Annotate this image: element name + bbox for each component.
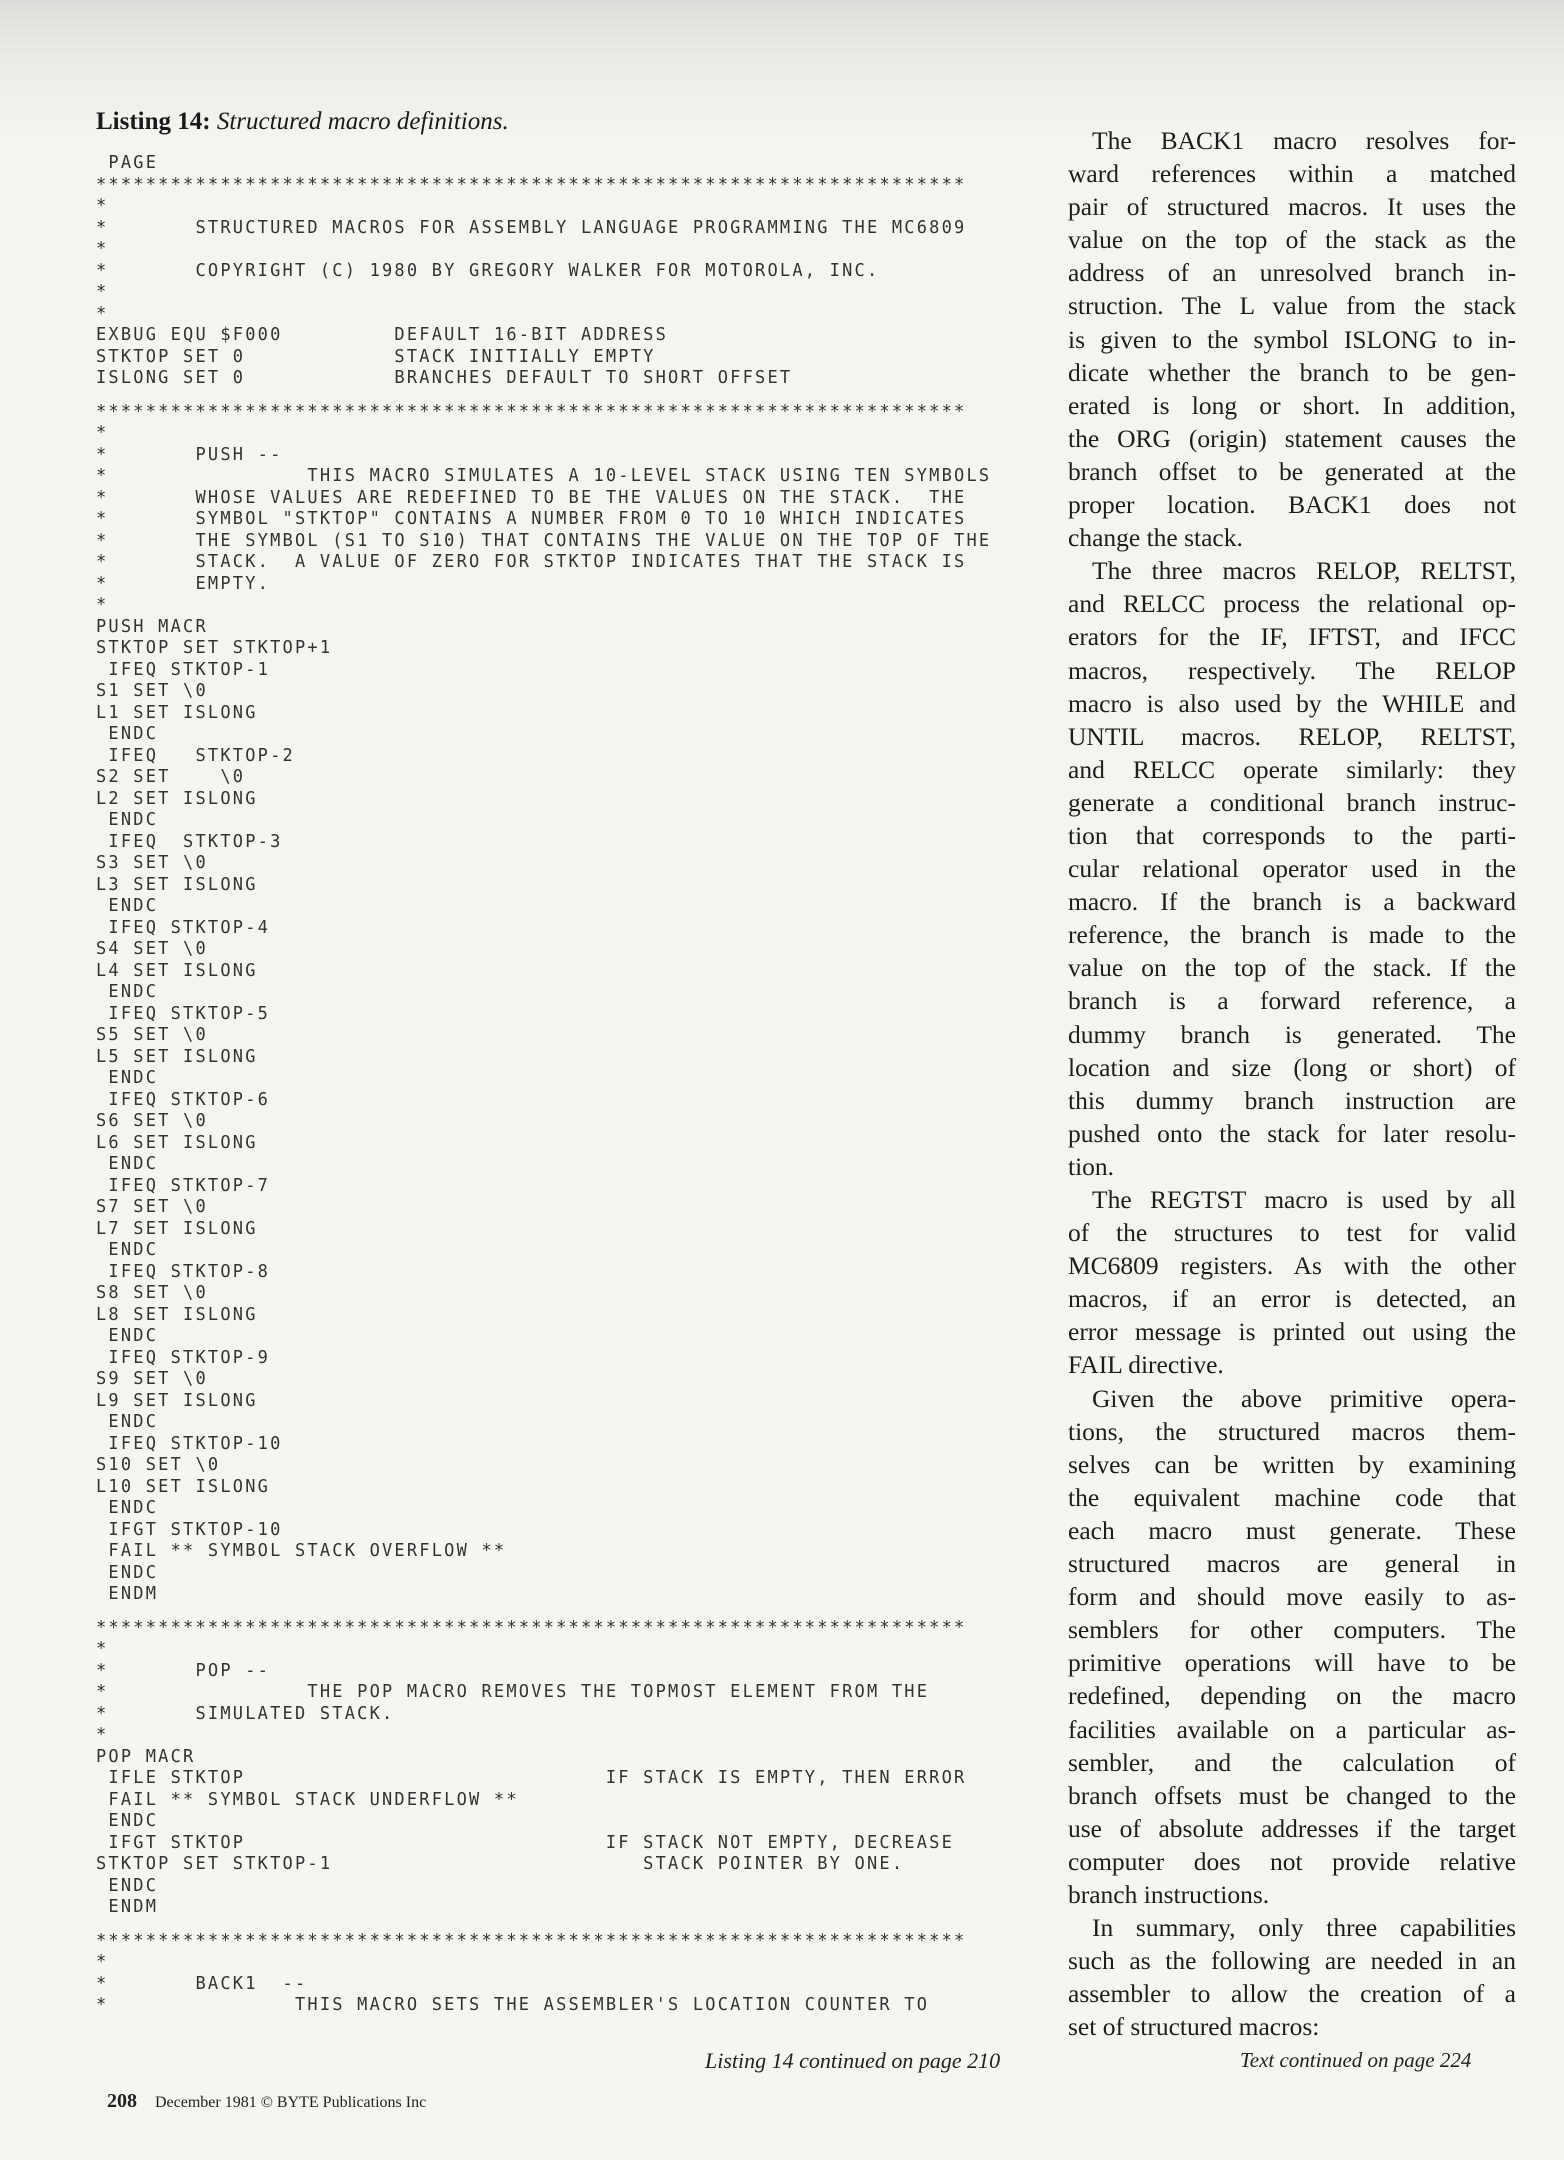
code-line: S4 SET \0 <box>96 938 208 960</box>
code-line: FAIL ** SYMBOL STACK UNDERFLOW ** <box>96 1788 519 1810</box>
article-line: structured macros are general in <box>1068 1549 1516 1579</box>
article-line: The three macros RELOP, RELTST, <box>1092 556 1516 586</box>
article-line: is given to the symbol ISLONG to in- <box>1068 324 1516 354</box>
code-line: S3 SET \0 <box>96 852 208 874</box>
code-line: IFEQ STKTOP-6 <box>96 1088 271 1110</box>
code-line: ENDM <box>96 1583 159 1605</box>
code-line: IFGT STKTOP-10 <box>96 1518 283 1540</box>
article-line: proper location. BACK1 does not <box>1068 490 1516 520</box>
code-line: * STRUCTURED MACROS FOR ASSEMBLY LANGUAGE PROGRAMMING THE MC6809 <box>96 216 967 238</box>
code-line: PUSH MACR <box>96 615 208 637</box>
page-footer <box>107 2090 426 2113</box>
code-line: IFEQ STKTOP-4 <box>96 916 271 938</box>
article-line: semblers for other computers. The <box>1068 1615 1516 1645</box>
article-line: set of structured macros: <box>1068 2012 1320 2042</box>
code-line: IFLE STKTOP IF STACK IS EMPTY, THEN ERROR <box>96 1767 967 1789</box>
code-line: * COPYRIGHT (C) 1980 BY GREGORY WALKER FOR MOTOROLA, INC. <box>96 259 880 281</box>
code-line: S8 SET \0 <box>96 1282 208 1304</box>
code-line: ENDC <box>96 1497 159 1519</box>
listing-continued-note: Listing 14 continued on page 210 <box>705 2048 1001 2073</box>
code-line: * SYMBOL "STKTOP" CONTAINS A NUMBER FROM 0 TO 10 WHICH INDICATES <box>96 508 967 530</box>
code-line: S10 SET \0 <box>96 1454 221 1476</box>
article-line: The BACK1 macro resolves for- <box>1092 126 1516 155</box>
article-line: UNTIL macros. RELOP, RELTST, <box>1068 721 1516 751</box>
article-line: and RELCC process the relational op- <box>1068 589 1516 619</box>
code-line: * <box>96 422 109 444</box>
article-line: ward references within a matched <box>1068 159 1516 189</box>
article-line: the ORG (origin) statement causes the <box>1068 423 1516 453</box>
code-line: L4 SET ISLONG <box>96 959 258 981</box>
code-line: STKTOP SET STKTOP-1 STACK POINTER BY ONE. <box>96 1853 905 1875</box>
article-line: cular relational operator used in the <box>1068 854 1516 884</box>
code-line: L6 SET ISLONG <box>96 1131 258 1153</box>
page-number: 208 <box>107 2090 137 2112</box>
article-line: selves can be written by examining <box>1068 1449 1516 1479</box>
code-line: * <box>96 1638 109 1660</box>
article-line: and RELCC operate similarly: they <box>1068 754 1516 784</box>
code-line: S5 SET \0 <box>96 1024 208 1046</box>
article-line: tions, the structured macros them- <box>1068 1416 1516 1446</box>
article-line: dicate whether the branch to be gen- <box>1068 357 1516 387</box>
code-line: L5 SET ISLONG <box>96 1045 258 1067</box>
article-line: change the stack. <box>1068 523 1243 553</box>
article-line: use of absolute addresses if the target <box>1068 1813 1516 1843</box>
code-line: ENDC <box>96 1561 159 1583</box>
article-line: macro. If the branch is a backward <box>1068 887 1516 917</box>
code-line: * SIMULATED STACK. <box>96 1702 395 1724</box>
article-line: form and should move easily to as- <box>1068 1582 1516 1612</box>
article-line: primitive operations will have to be <box>1068 1648 1516 1678</box>
article-paragraph <box>1068 1183 1516 1382</box>
code-line: * <box>96 1724 109 1746</box>
article-line: macros, if an error is detected, an <box>1068 1284 1516 1314</box>
code-line: * <box>96 281 109 303</box>
code-line: * <box>96 238 109 260</box>
code-line: * THE POP MACRO REMOVES THE TOPMOST ELEMENT FROM THE <box>96 1681 930 1703</box>
article-column <box>1068 124 1516 2043</box>
code-line: L10 SET ISLONG <box>96 1475 271 1497</box>
code-spacer <box>96 1605 991 1618</box>
code-line: L3 SET ISLONG <box>96 873 258 895</box>
code-spacer <box>96 1918 991 1931</box>
code-line: ENDC <box>96 809 159 831</box>
code-line: STKTOP SET 0 STACK INITIALLY EMPTY <box>96 345 656 367</box>
code-line: STKTOP SET STKTOP+1 <box>96 637 333 659</box>
code-line: EXBUG EQU $F000 DEFAULT 16-BIT ADDRESS <box>96 324 669 346</box>
listing-label: Listing 14: <box>96 108 211 135</box>
article-line: redefined, depending on the macro <box>1068 1681 1516 1711</box>
code-line: * EMPTY. <box>96 572 271 594</box>
article-line: branch offset to be generated at the <box>1068 456 1516 486</box>
code-line: ENDC <box>96 723 159 745</box>
code-line: IFEQ STKTOP-1 <box>96 658 271 680</box>
article-line: MC6809 registers. As with the other <box>1068 1251 1516 1281</box>
code-line: * <box>96 195 109 217</box>
code-line: L8 SET ISLONG <box>96 1303 258 1325</box>
code-line: L9 SET ISLONG <box>96 1389 258 1411</box>
code-line: ENDM <box>96 1896 159 1918</box>
publication-credit: December 1981 © BYTE Publications Inc <box>155 2094 427 2111</box>
code-line: ********************************************************************** <box>96 400 967 422</box>
article-line: assembler to allow the creation of a <box>1068 1979 1516 2009</box>
article-line: branch instructions. <box>1068 1879 1270 1909</box>
article-line: erated is long or short. In addition, <box>1068 390 1516 420</box>
article-line: value on the top of the stack as the <box>1068 225 1516 255</box>
code-line: * PUSH -- <box>96 443 283 465</box>
code-line: S7 SET \0 <box>96 1196 208 1218</box>
code-line: IFEQ STKTOP-10 <box>96 1432 283 1454</box>
code-line: ENDC <box>96 895 159 917</box>
code-line: S6 SET \0 <box>96 1110 208 1132</box>
article-line: facilities available on a particular as- <box>1068 1714 1516 1744</box>
code-line: IFEQ STKTOP-3 <box>96 830 283 852</box>
code-line: IFGT STKTOP IF STACK NOT EMPTY, DECREASE <box>96 1831 955 1853</box>
article-line: struction. The L value from the stack <box>1068 291 1516 321</box>
code-line: ********************************************************************** <box>96 1616 967 1638</box>
article-paragraph <box>1068 554 1516 1183</box>
article-line: tion. <box>1068 1151 1115 1181</box>
code-listing <box>96 153 991 2017</box>
code-line: * POP -- <box>96 1659 271 1681</box>
article-line: Given the above primitive opera- <box>1092 1383 1516 1413</box>
article-line: FAIL directive. <box>1068 1350 1224 1380</box>
code-line: S2 SET \0 <box>96 766 246 788</box>
article-line: of the structures to test for valid <box>1068 1218 1516 1248</box>
code-line: PAGE <box>96 152 159 174</box>
code-line: * THE SYMBOL (S1 TO S10) THAT CONTAINS THE VALUE ON THE TOP OF THE <box>96 529 992 551</box>
code-line: * BACK1 -- <box>96 1972 308 1994</box>
article-paragraph <box>1068 124 1516 554</box>
article-line: The REGTST macro is used by all <box>1092 1185 1516 1214</box>
article-line: branch offsets must be changed to the <box>1068 1780 1516 1810</box>
code-line: ENDC <box>96 981 159 1003</box>
article-line: the equivalent machine code that <box>1068 1482 1516 1512</box>
code-line: S9 SET \0 <box>96 1368 208 1390</box>
code-line: IFEQ STKTOP-5 <box>96 1002 271 1024</box>
code-line: * WHOSE VALUES ARE REDEFINED TO BE THE VALUES ON THE STACK. THE <box>96 486 967 508</box>
article-line: sembler, and the calculation of <box>1068 1747 1516 1777</box>
code-line: * STACK. A VALUE OF ZERO FOR STKTOP INDICATES THAT THE STACK IS <box>96 551 967 573</box>
code-line: IFEQ STKTOP-8 <box>96 1260 271 1282</box>
article-line: macro is also used by the WHILE and <box>1068 688 1516 718</box>
article-line: tion that corresponds to the parti- <box>1068 820 1516 850</box>
code-line: L2 SET ISLONG <box>96 787 258 809</box>
article-line: In summary, only three capabilities <box>1092 1913 1516 1943</box>
article-line: value on the top of the stack. If the <box>1068 953 1516 983</box>
code-spacer <box>96 389 991 402</box>
code-line: * <box>96 594 109 616</box>
code-line: * <box>96 1951 109 1973</box>
article-line: computer does not provide relative <box>1068 1846 1516 1876</box>
code-line: L1 SET ISLONG <box>96 701 258 723</box>
article-line: such as the following are needed in an <box>1068 1946 1516 1976</box>
article-line: each macro must generate. These <box>1068 1515 1516 1545</box>
code-line: S1 SET \0 <box>96 680 208 702</box>
article-line: address of an unresolved branch in- <box>1068 258 1516 288</box>
article-line: this dummy branch instruction are <box>1068 1085 1516 1115</box>
article-line: generate a conditional branch instruc- <box>1068 787 1516 817</box>
article-line: dummy branch is generated. The <box>1068 1019 1516 1049</box>
article-line: error message is printed out using the <box>1068 1317 1516 1347</box>
code-line: IFEQ STKTOP-9 <box>96 1346 271 1368</box>
listing-caption <box>96 108 509 136</box>
code-line: * THIS MACRO SIMULATES A 10-LEVEL STACK USING TEN SYMBOLS <box>96 465 992 487</box>
code-line: IFEQ STKTOP-2 <box>96 744 295 766</box>
code-line: ENDC <box>96 1411 159 1433</box>
code-line: ENDC <box>96 1810 159 1832</box>
code-line: * <box>96 302 109 324</box>
code-line: ********************************************************************** <box>96 1929 967 1951</box>
code-line: ********************************************************************** <box>96 173 967 195</box>
code-line: ENDC <box>96 1239 159 1261</box>
article-line: location and size (long or short) of <box>1068 1052 1516 1082</box>
code-line: * THIS MACRO SETS THE ASSEMBLER'S LOCATION COUNTER TO <box>96 1994 930 2016</box>
code-line: POP MACR <box>96 1745 196 1767</box>
listing-title: Structured macro definitions. <box>216 108 509 135</box>
article-line: pushed onto the stack for later resolu- <box>1068 1118 1516 1148</box>
article-paragraph <box>1068 1911 1516 2043</box>
code-line: IFEQ STKTOP-7 <box>96 1174 271 1196</box>
article-paragraph <box>1068 1382 1516 1912</box>
article-line: pair of structured macros. It uses the <box>1068 192 1516 222</box>
code-line: ENDC <box>96 1153 159 1175</box>
article-line: macros, respectively. The RELOP <box>1068 655 1516 685</box>
article-line: branch is a forward reference, a <box>1068 986 1516 1016</box>
article-line: erators for the IF, IFTST, and IFCC <box>1068 622 1516 652</box>
code-line: FAIL ** SYMBOL STACK OVERFLOW ** <box>96 1540 507 1562</box>
article-line: reference, the branch is made to the <box>1068 920 1516 950</box>
code-line: ENDC <box>96 1067 159 1089</box>
code-line: ENDC <box>96 1325 159 1347</box>
code-line: ISLONG SET 0 BRANCHES DEFAULT TO SHORT OFFSET <box>96 367 793 389</box>
code-line: ENDC <box>96 1874 159 1896</box>
text-continued-note: Text continued on page 224 <box>1240 2048 1472 2072</box>
code-line: L7 SET ISLONG <box>96 1217 258 1239</box>
